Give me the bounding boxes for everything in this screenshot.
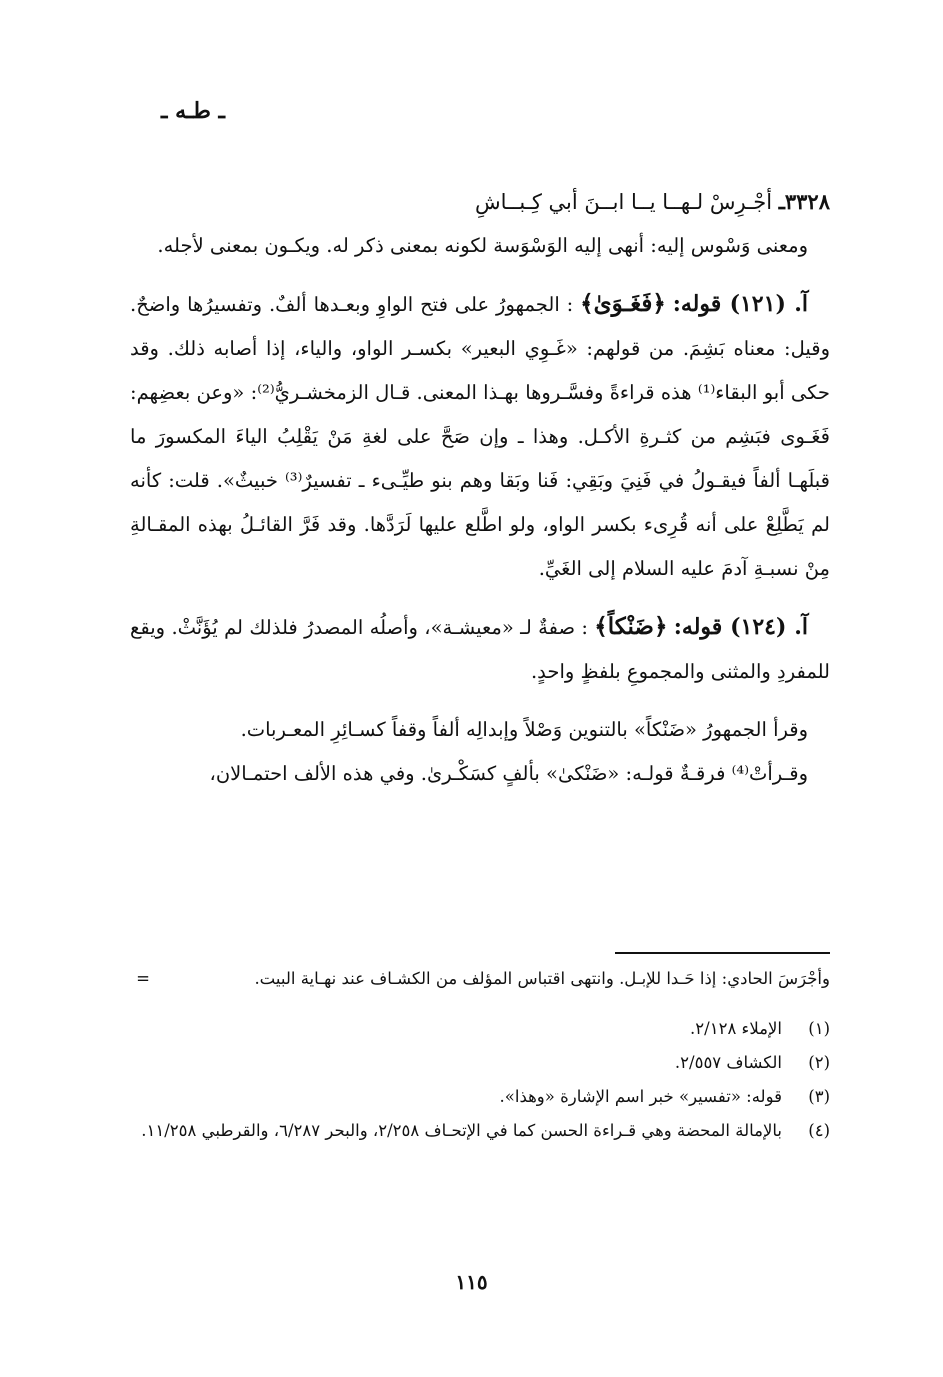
footnotes	[130, 962, 830, 1148]
footnote-number: (٤)	[808, 1121, 830, 1140]
footnote-item	[130, 1012, 830, 1046]
ayah-124-word: ﴿ضَنْكاً﴾	[594, 613, 668, 640]
footnote-item	[130, 1114, 830, 1148]
ayah-124-body: : صفةٌ لـ «معيشـة»، وأصلُه المصدرُ فلذلك لم يُؤَنَّثْ. ويقع للمفردِ والمثنى والمجموعِ بلفظٍ واحدٍ.	[130, 616, 830, 683]
ayah-121-heading: آ. (١٢١) قوله:	[672, 291, 808, 317]
paragraph-ayah-124	[130, 605, 830, 694]
footnote-text: الإملاء ٢/١٢٨.	[690, 1019, 782, 1038]
page-number: ١١٥	[455, 1270, 488, 1294]
poetry-verse	[130, 180, 830, 224]
footnote-number: (٢)	[808, 1053, 830, 1072]
running-head: ـ طـه ـ	[161, 98, 225, 124]
paragraph-other-reading: وقـرأتْ⁽⁴⁾ فرقـةٌ قولـه: «ضَنْكىٰ» بألفٍ كسَكْـرىٰ. وفي هذه الألف احتمـالان،	[209, 762, 808, 785]
footnote-continuation-text: وأجْرَسَ الحادي: إذا حَـدا للإبـل. وانتهى اقتباس المؤلف من الكشـاف عند نهـاية البيت.	[254, 969, 830, 988]
footnote-text: الكشاف ٢/٥٥٧.	[674, 1053, 782, 1072]
footnote-list	[130, 1012, 830, 1148]
footnote-number: (٣)	[808, 1087, 830, 1106]
footnote-continuation	[130, 962, 830, 996]
paragraph-jumhur-reading: وقرأ الجمهورُ «ضَنْكاً» بالتنوين وَصْلاً وإبدالِه ألفاً وقفاً كسـائِرِ المعـربات.	[240, 718, 808, 741]
verse-text: أجْـرِسْ لـهــا يــا ابــنَ أبي كِـبــاشِ	[475, 190, 773, 214]
continuation-mark: =	[136, 969, 150, 988]
footnote-text: بالإمالة المحضة وهي قـراءة الحسن كما في الإتحـاف ٢/٢٥٨، والبحر ٦/٢٨٧، والقرطبي ١١/٢٥٨.	[141, 1121, 782, 1140]
ayah-124-heading: آ. (١٢٤) قوله:	[673, 614, 808, 640]
paragraph-wasws: ومعنى وَسْوس إليه: أنهى إليه الوَسْوَسة لكونه بمعنى ذكر له. ويكـون بمعنى لأجله.	[157, 234, 808, 257]
main-text	[130, 180, 830, 796]
footnote-number: (١)	[808, 1019, 830, 1038]
footnote-item	[130, 1080, 830, 1114]
footnote-item	[130, 1046, 830, 1080]
ayah-121-body: : الجمهورُ على فتح الواوِ وبعـدها ألفٌ. وتفسيرُها واضحٌ. وقيل: معناه بَشِمَ. من قولهم: «غَـوِي البعير» بكسـر الواو، والياء، إذا أصابه ذلك. وقد حكى أبو البقاء⁽¹⁾ هذه قراءةً وفسَّـروها بهـذا المعنى. قـال الزمخشـريُّ⁽²⁾: «وعن بعضِهم: فَغَـوى فبَشِم من كثـرةِ الأكـل. وهذا ـ وإن صَحَّ على لغةِ مَنْ يَقْلِبُ الياءَ المكسورَ ما قبلَهـا ألفاً فيقـولُ في فَنِيَ وبَقِي: فَنا وبَقا وهم بنو طيِّـىء ـ تفسيرٌ⁽³⁾ خبيثٌ». قلت: كأنه لم يَطَّلِعْ على أنه قُرِىء بكسر الواو، ولو اطَّلع عليها لَرَدَّها. وقد فَرَّ القائـلُ بهذه المقـالةِ مِنْ نسبـةِ آدمَ عليه السلام إلى الغَيِّ.	[130, 293, 830, 580]
footnote-separator	[615, 952, 830, 954]
paragraph-ayah-121	[130, 282, 830, 591]
footnote-text: قوله: «تفسير» خبر اسم الإشارة «وهذا».	[499, 1087, 782, 1106]
verse-number: ٣٣٢٨ـ	[778, 189, 830, 214]
ayah-121-word: ﴿فَغَـوَىٰ﴾	[580, 290, 666, 317]
